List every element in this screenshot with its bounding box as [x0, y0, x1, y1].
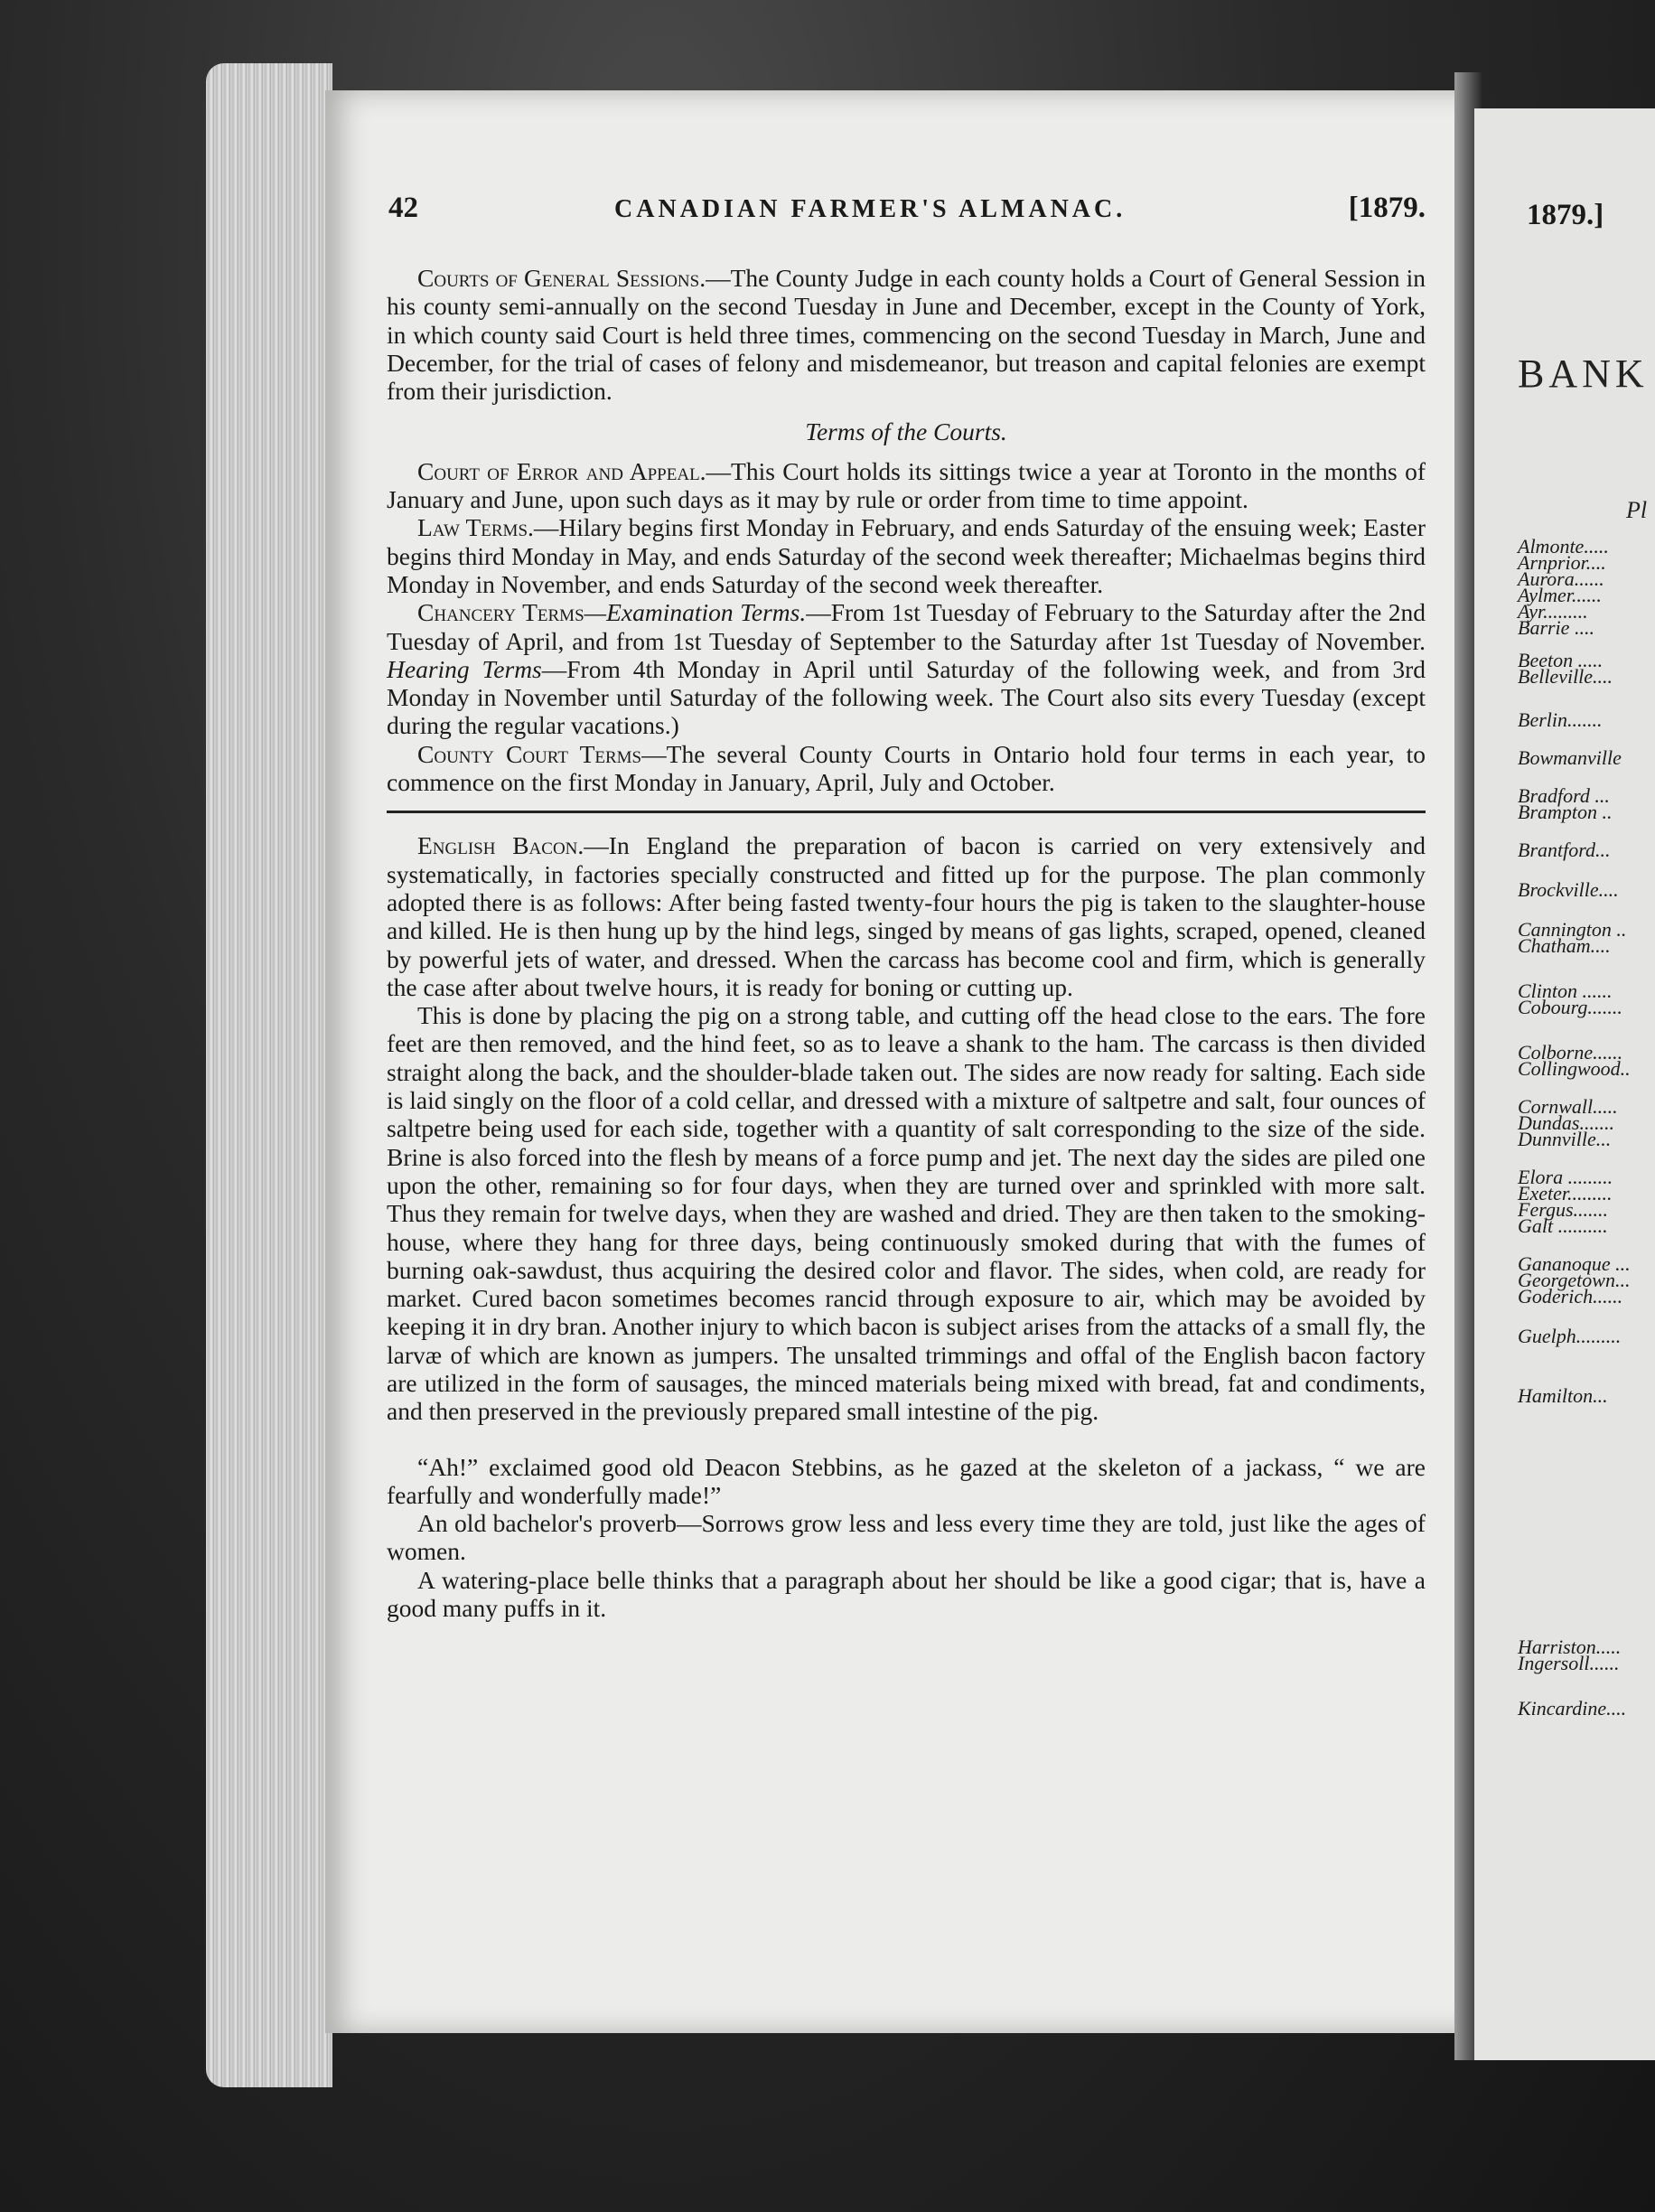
town-entry: Exeter......... — [1518, 1182, 1613, 1204]
section-heading: Chancery Terms — [417, 598, 584, 627]
paragraph-text: —Hilary begins first Monday in February, and ends Saturday of the ensuing week; Easter begins third Monday in May, and ends Saturday of the second week thereafter; Michaelmas begins third Monday in November, and ends Saturday of the second week thereafter. — [387, 513, 1426, 598]
town-entry: Harriston..... — [1518, 1636, 1622, 1658]
spacer — [387, 1426, 1426, 1453]
joke-paragraph: A watering-place belle thinks that a paragraph about her should be like a good cigar; that is, have a good many puffs in it. — [387, 1565, 1426, 1623]
town-entry: Brampton .. — [1518, 801, 1613, 823]
town-entry: Gananoque ... — [1518, 1252, 1631, 1275]
town-entry: Cannington .. — [1518, 918, 1627, 941]
town-entry: Chatham.... — [1518, 934, 1611, 957]
paragraph-text: —This Court holds its sittings twice a year at Toronto in the months of January and June, upon such days as it may by rule or order from time to time appoint. — [387, 456, 1426, 514]
town-entry: Clinton ...... — [1518, 979, 1613, 1002]
town-entry: Bowmanville — [1518, 746, 1622, 769]
joke-paragraph: An old bachelor's proverb—Sorrows grow less and less every time they are told, just like the ages of women. — [387, 1509, 1426, 1566]
town-entry: Arnprior.... — [1518, 551, 1606, 574]
town-entry: Kincardine.... — [1518, 1697, 1627, 1720]
town-entry: Galt .......... — [1518, 1214, 1608, 1237]
column-heading-fragment: Pl — [1626, 497, 1648, 523]
town-entry: Georgetown... — [1518, 1269, 1631, 1291]
terms-of-courts-heading: Terms of the Courts. — [805, 417, 1007, 446]
paragraph-text: —From 1st Tuesday of February to the Saturday after the 2nd Tuesday of April, and from 1st Tuesday of September to the Saturday after 1st Tuesday of November. — [387, 598, 1426, 655]
hearing-terms-label: Hearing Terms — [387, 654, 542, 683]
town-entry: Barrie .... — [1518, 616, 1594, 639]
county-court-terms-paragraph — [387, 740, 1426, 797]
right-page — [1474, 108, 1655, 2060]
left-page-body — [387, 264, 1426, 1622]
courts-general-sessions-paragraph — [387, 264, 1426, 405]
town-entry: Dunnville... — [1518, 1128, 1612, 1150]
court-of-error-paragraph — [387, 457, 1426, 514]
town-entry: Aylmer...... — [1518, 584, 1602, 606]
page-number: 42 — [388, 192, 418, 224]
town-entry: Bradford ... — [1518, 784, 1610, 807]
town-entry: Dundas....... — [1518, 1111, 1614, 1134]
town-entry: Guelph......... — [1518, 1325, 1622, 1347]
paragraph-text: —The County Judge in each county holds a Court of General Session in his county semi-annually on the second Tuesday in June and December, except in the County of York, in which county said Court is held three times, commencing on the second Tuesday in March, June and December, for the trial of cases of felony and misdemeanor, but treason and capital felonies are exempt from their jurisdiction. — [387, 264, 1426, 406]
town-entry: Colborne...... — [1518, 1041, 1623, 1064]
page-header — [388, 192, 1426, 237]
town-entry: Collingwood.. — [1518, 1057, 1631, 1080]
english-bacon-paragraph — [387, 831, 1426, 1001]
paragraph-text: —The several County Courts in Ontario hold four terms in each year, to commence on the first Monday in January, April, July and October. — [387, 739, 1426, 797]
section-heading: County Court Terms — [417, 739, 642, 768]
law-terms-paragraph — [387, 513, 1426, 598]
section-heading: Courts of General Sessions. — [417, 264, 706, 292]
examination-terms-label: —Examination Terms. — [584, 598, 807, 627]
right-page-heading: BANK — [1518, 351, 1649, 396]
town-entry: Brantford... — [1518, 839, 1611, 861]
book-page-edges — [206, 63, 332, 2087]
running-title: CANADIAN FARMER'S ALMANAC. — [614, 195, 1127, 223]
town-entry: Cobourg....... — [1518, 996, 1622, 1018]
right-page-year: 1879.] — [1527, 199, 1604, 231]
town-entry: Ayr......... — [1518, 600, 1588, 623]
town-entry: Berlin....... — [1518, 708, 1603, 731]
section-heading: English Bacon. — [417, 831, 584, 860]
joke-paragraph: “Ah!” exclaimed good old Deacon Stebbins, as he gazed at the skeleton of a jackass, “ we are fearfully and wonderfully made!” — [387, 1452, 1426, 1509]
town-entry: Cornwall..... — [1518, 1095, 1618, 1118]
section-divider — [387, 811, 1426, 813]
paragraph-text: —In England the preparation of bacon is carried on very extensively and systematically, in factories specially constructed and fitted up for the purpose. The plan commonly adopted there is as follows: After being fasted twenty-four hours the pig is taken to the slaughter-house and killed. He is then hung up by the hind legs, singed by means of gas lights, scraped, opened, cleaned by powerful jets of water, and dressed. When the carcass has become cool and firm, which is generally the case after about twelve hours, it is ready for boning or cutting up. — [387, 831, 1426, 1001]
section-heading: Law Terms. — [417, 513, 534, 542]
town-entry: Fergus....... — [1518, 1198, 1609, 1221]
town-entry: Elora ......... — [1518, 1166, 1613, 1188]
paragraph-text: —From 4th Monday in April until Saturday of the following week, and from 3rd Monday in November until Saturday of the following week. The Court also sits every Tuesday (except during the regular vacations.) — [387, 654, 1426, 740]
town-entry: Brockville.... — [1518, 878, 1619, 901]
town-entry: Hamilton... — [1518, 1384, 1608, 1407]
town-entry: Almonte..... — [1518, 535, 1609, 558]
english-bacon-paragraph-2: This is done by placing the pig on a strong table, and cutting off the head close to the ears. The fore feet are then removed, and the hind feet, so as to leave a shank to the ham. The carcass is then divided straight along the back, and the shoulder-blade taken out. The sides are now ready for salting. Each side is laid singly on the floor of a cold cellar, and dressed with a mixture of saltpetre and salt, four ounces of saltpetre being used for each side, together with a quantity of salt corresponding to the size of the side. Brine is also forced into the flesh by means of a force pump and jet. The next day the sides are piled one upon the other, remaining so for four days, when they are turned over and sprinkled with more salt. Thus they remain for twelve days, when they are washed and dried. They are then taken to the smoking-house, where they hang for three days, being continuously smoked during that with the fumes of burning oak-sawdust, thus acquiring the desired color and flavor. The sides, when cold, are ready for market. Cured bacon sometimes becomes rancid through exposure to air, which may be avoided by keeping it in dry bran. Another injury to which bacon is subject arises from the attacks of a small fly, the larvæ of which are known as jumpers. The unsalted trimmings and offal of the English bacon factory are utilized in the form of sausages, the minced materials being mixed with bread, fat and condiments, and then preserved in the previously prepared small intestine of the pig. — [387, 1001, 1426, 1426]
header-year: [1879. — [1348, 192, 1426, 224]
town-entry: Belleville.... — [1518, 665, 1613, 688]
town-entry: Goderich...... — [1518, 1285, 1623, 1308]
chancery-terms-paragraph — [387, 598, 1426, 739]
section-heading: Court of Error and Appeal. — [417, 456, 706, 485]
town-entry: Aurora...... — [1518, 567, 1604, 590]
town-entry: Ingersoll...... — [1518, 1652, 1620, 1674]
town-entry: Beeton ..... — [1518, 649, 1604, 671]
